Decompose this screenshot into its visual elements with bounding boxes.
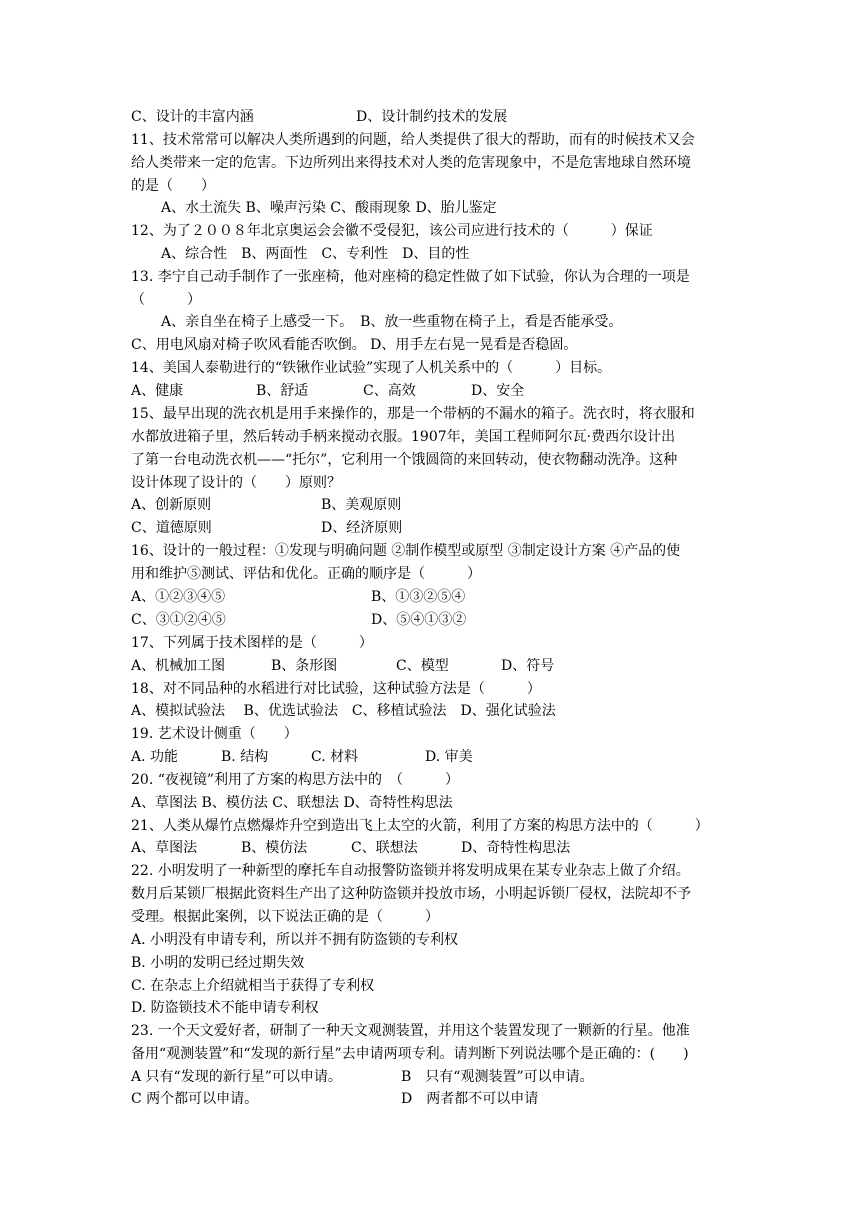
text-segment: 22. 小明发明了一种新型的摩托车自动报警防盗锁并将发明成果在某专业杂志上做了介绍。 — [131, 863, 690, 879]
text-segment: C. 材料 — [311, 749, 359, 765]
text-segment: A、综合性 B、两面性 C、专利性 D、目的性 — [161, 246, 470, 262]
text-segment: C、道德原则 — [131, 520, 212, 536]
text-segment: A 只有“发现的新行星”可以申请。 — [131, 1069, 342, 1085]
text-segment: D 两者都不可以申请 — [401, 1091, 539, 1107]
text-line — [131, 1067, 741, 1087]
text-line — [131, 541, 741, 561]
text-line — [131, 724, 741, 744]
text-line — [131, 130, 741, 150]
text-segment: A、健康 — [131, 383, 184, 399]
text-line — [131, 998, 741, 1018]
text-segment: A、水土流失 B、噪声污染 C、酸雨现象 D、胎儿鉴定 — [161, 200, 497, 216]
text-segment: 12、为了２００８年北京奥运会会徽不受侵犯，该公司应进行技术的（ ）保证 — [131, 223, 653, 239]
text-segment: D、设计制约技术的发展 — [356, 109, 508, 125]
text-line — [131, 153, 741, 173]
text-segment: B、美观原则 — [321, 497, 402, 513]
text-segment: 给人类带来一定的危害。下边所列出来得技术对人类的危害现象中，不是危害地球自然环境 — [131, 155, 691, 171]
text-segment: D. 防盗锁技术不能申请专利权 — [131, 1000, 319, 1016]
text-line — [131, 1089, 741, 1109]
text-segment: B 只有“观测装置”可以申请。 — [401, 1069, 594, 1085]
text-line — [131, 679, 741, 699]
text-line — [131, 198, 741, 218]
text-segment: C、③①②④⑤ — [131, 612, 226, 628]
text-line — [131, 1021, 741, 1041]
text-line — [131, 564, 741, 584]
text-line — [131, 656, 741, 676]
text-line — [131, 176, 741, 196]
text-segment: A、亲自坐在椅子上感受一下。 B、放一些重物在椅子上，看是否能承受。 — [161, 314, 623, 330]
text-line — [131, 610, 741, 630]
text-segment: C、高效 — [363, 383, 416, 399]
text-line — [131, 747, 741, 767]
text-line — [131, 495, 741, 515]
text-segment: B. 小明的发明已经过期失效 — [131, 955, 305, 971]
text-line — [131, 976, 741, 996]
text-line — [131, 404, 741, 424]
text-segment: C 两个都可以申请。 — [131, 1091, 259, 1107]
text-segment: 19. 艺术设计侧重（ ） — [131, 726, 298, 742]
text-line — [131, 358, 741, 378]
text-line — [131, 587, 741, 607]
text-line — [131, 770, 741, 790]
text-segment: D、奇特性构思法 — [461, 840, 571, 856]
text-line — [131, 1044, 741, 1064]
text-segment: D、安全 — [471, 383, 525, 399]
text-segment: 14、美国人泰勒进行的“铁锹作业试验”实现了人机关系中的（ ）目标。 — [131, 360, 612, 376]
text-segment: 15、最早出现的洗衣机是用手来操作的，那是一个带柄的不漏水的箱子。洗衣时，将衣服和 — [131, 406, 695, 422]
text-line — [131, 838, 741, 858]
text-segment: （ ） — [131, 292, 201, 308]
text-segment: A、机械加工图 — [131, 658, 226, 674]
text-segment: D、符号 — [501, 658, 555, 674]
text-line — [131, 221, 741, 241]
text-segment: 数月后某锁厂根据此资料生产出了这种防盗锁并投放市场，小明起诉锁厂侵权，法院却不予 — [131, 886, 691, 902]
text-segment: 了第一台电动洗衣机——“托尔”，它利用一个饿圆筒的来回转动，使衣物翻动洗净。这种 — [131, 452, 678, 468]
text-line — [131, 290, 741, 310]
text-line — [131, 930, 741, 950]
text-segment: B、模仿法 — [241, 840, 308, 856]
text-segment: 的是（ ） — [131, 178, 215, 194]
text-line — [131, 816, 741, 836]
text-segment: A、创新原则 — [131, 497, 212, 513]
text-line — [131, 107, 741, 127]
text-segment: A、模拟试验法 B、优选试验法 C、移植试验法 D、强化试验法 — [131, 703, 556, 719]
text-segment: A. 小明没有申请专利，所以并不拥有防盗锁的专利权 — [131, 932, 459, 948]
text-line — [131, 381, 741, 401]
text-line — [131, 450, 741, 470]
text-line — [131, 633, 741, 653]
text-segment: C、模型 — [396, 658, 449, 674]
text-segment: C、设计的丰富内涵 — [131, 109, 254, 125]
text-segment: D、经济原则 — [321, 520, 403, 536]
text-line — [131, 907, 741, 927]
text-line — [131, 518, 741, 538]
text-segment: 设计体现了设计的（ ）原则？ — [131, 475, 341, 491]
text-segment: A、草图法 — [131, 840, 198, 856]
text-segment: C、联想法 — [351, 840, 418, 856]
text-segment: 13. 李宁自己动手制作了一张座椅，他对座椅的稳定性做了如下试验，你认为合理的一项是 — [131, 269, 690, 285]
text-segment: 21、人类从爆竹点燃爆炸升空到造出飞上太空的火箭，利用了方案的构思方法中的（ ） — [131, 818, 709, 834]
text-segment: C. 在杂志上介绍就相当于获得了专利权 — [131, 978, 375, 994]
text-segment: 11、技术常常可以解决人类所遇到的问题，给人类提供了很大的帮助，而有的时候技术又会 — [131, 132, 695, 148]
text-segment: 18、对不同品种的水稻进行对比试验，这种试验方法是（ ） — [131, 681, 541, 697]
text-segment: 水都放进箱子里，然后转动手柄来搅动衣服。1907年，美国工程师阿尔瓦·费西尔设计出 — [131, 429, 676, 445]
text-segment: 16、设计的一般过程：①发现与明确问题 ②制作模型或原型 ③制定设计方案 ④产品的使 — [131, 543, 681, 559]
text-segment: 20. “夜视镜”利用了方案的构思方法中的 （ ） — [131, 772, 460, 788]
text-line — [131, 953, 741, 973]
text-segment: B、①③②⑤④ — [371, 589, 466, 605]
text-line — [131, 701, 741, 721]
text-line — [131, 861, 741, 881]
text-segment: D. 审美 — [425, 749, 473, 765]
text-segment: 用和维护⑤测试、评估和优化。正确的顺序是（ ） — [131, 566, 481, 582]
text-line — [131, 312, 741, 332]
text-segment: 17、下列属于技术图样的是（ ） — [131, 635, 373, 651]
text-segment: B、舒适 — [256, 383, 309, 399]
text-segment: C、用电风扇对椅子吹风看能否吹倒。 D、用手左右晃一晃看是否稳固。 — [131, 337, 578, 353]
text-line — [131, 244, 741, 264]
text-line — [131, 427, 741, 447]
text-segment: A、①②③④⑤ — [131, 589, 226, 605]
text-segment: B、条形图 — [271, 658, 338, 674]
text-segment: 23. 一个天文爱好者，研制了一种天文观测装置，并用这个装置发现了一颗新的行星。他准 — [131, 1023, 690, 1039]
text-segment: 受理。根据此案例，以下说法正确的是（ ） — [131, 909, 439, 925]
text-segment: A. 功能 — [131, 749, 179, 765]
text-line — [131, 884, 741, 904]
text-segment: A、草图法 B、模仿法 C、联想法 D、奇特性构思法 — [131, 795, 453, 811]
text-segment: D、⑤④①③② — [371, 612, 467, 628]
text-segment: 备用“观测装置”和“发现的新行星”去申请两项专利。请判断下列说法哪个是正确的：( ) — [131, 1046, 689, 1062]
text-line — [131, 473, 741, 493]
text-segment: B. 结构 — [221, 749, 269, 765]
text-line — [131, 335, 741, 355]
text-line — [131, 793, 741, 813]
text-line — [131, 267, 741, 287]
